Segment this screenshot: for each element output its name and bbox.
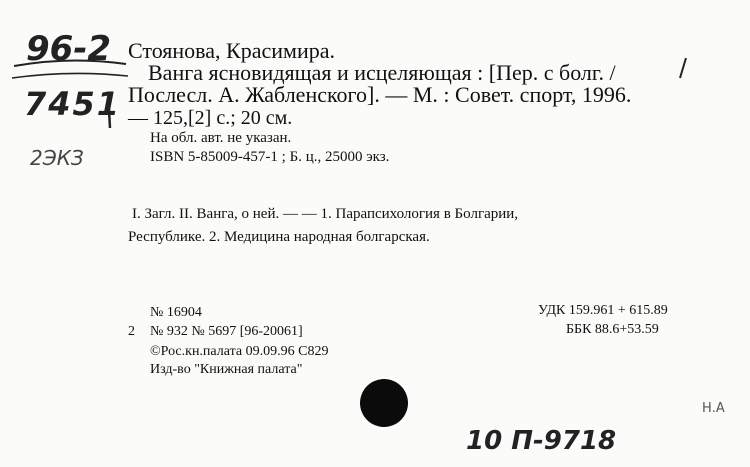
title-line-2: Послесл. А. Жабленского]. — М. : Совет. спорт, 1996.: [128, 82, 632, 107]
subjects-line-2: Республике. 2. Медицина народная болгарская.: [128, 229, 430, 245]
cover-note: На обл. авт. не указан.: [150, 130, 292, 146]
copies-digit: 2: [128, 324, 135, 339]
isbn-line: ISBN 5-85009-457-1 ; Б. ц., 25000 экз.: [150, 149, 390, 165]
handwritten-initials: Н.А: [702, 401, 725, 416]
publisher-line: Изд-во "Книжная палата": [150, 362, 303, 377]
record-number: № 932 № 5697 [96-20061]: [150, 324, 303, 339]
book-chamber-stamp: ©Рос.кн.палата 09.09.96 С829: [150, 344, 329, 359]
punch-hole: [360, 379, 408, 427]
handwritten-code-mid: 7451: [24, 85, 122, 123]
title-line-1: Ванга ясновидящая и исцеляющая : [Пер. с болг. /: [148, 60, 616, 85]
author-line: Стоянова, Красимира.: [128, 38, 335, 63]
udk-code: УДК 159.961 + 615.89: [538, 303, 668, 318]
bbk-code: ББК 88.6+53.59: [566, 322, 659, 337]
handwritten-code-bottom: 10 П-9718: [466, 426, 617, 456]
handwritten-code-top: 96-2: [26, 29, 112, 69]
subjects-line-1: I. Загл. II. Ванга, о ней. — — 1. Парапсихология в Болгарии,: [132, 206, 519, 222]
card-number: № 16904: [150, 305, 202, 320]
handwritten-code-low: 2ЭКЗ: [30, 146, 84, 170]
pages-line: — 125,[2] с.; 20 см.: [128, 107, 293, 129]
